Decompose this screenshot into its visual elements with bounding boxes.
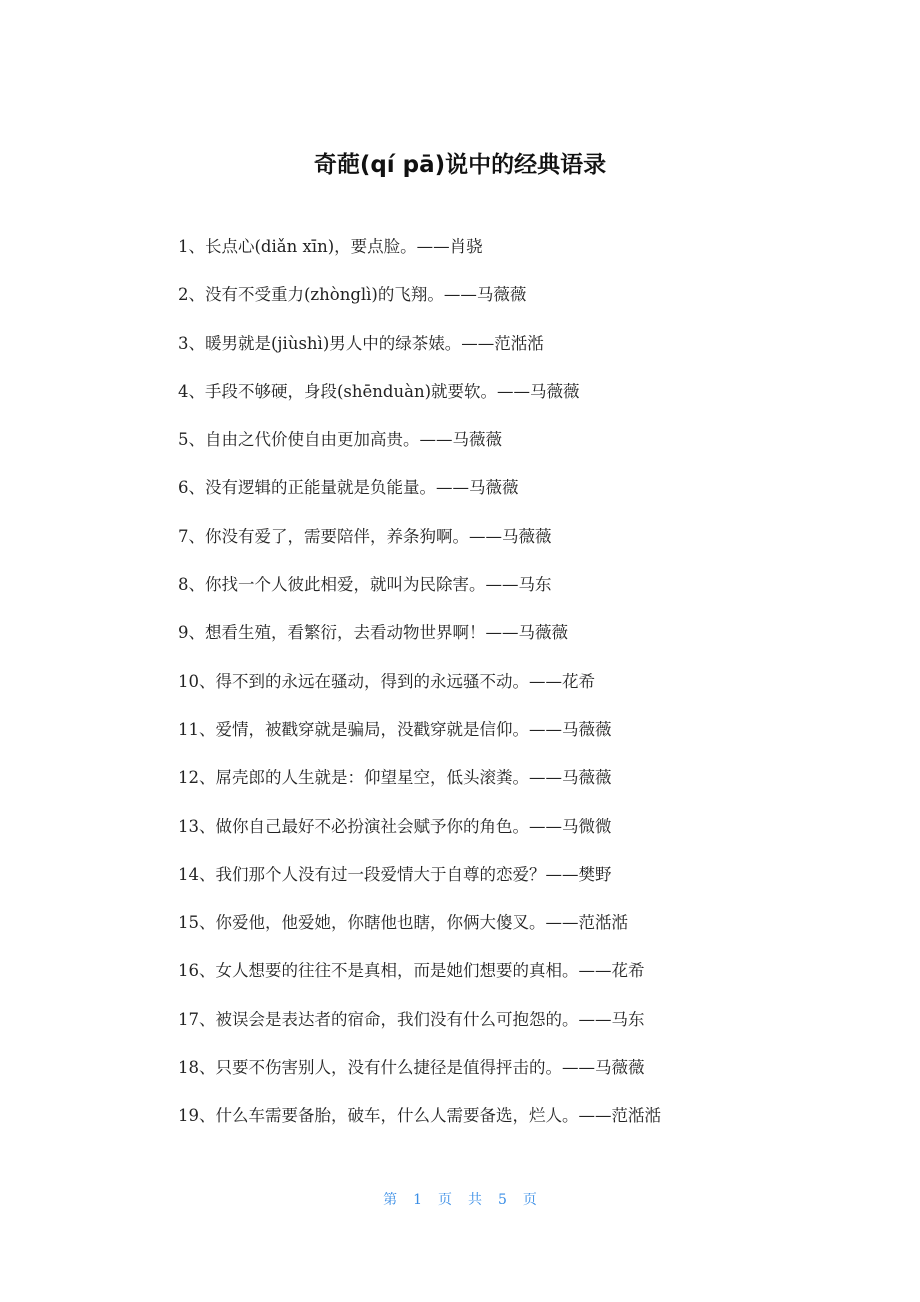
quote-item: 17、被误会是表达者的宿命，我们没有什么可抱怨的。——马东 [178, 1009, 645, 1029]
quote-item: 15、你爱他，他爱她，你瞎他也瞎，你俩大傻叉。——范湉湉 [178, 913, 628, 933]
quote-item: 7、你没有爱了，需要陪伴，养条狗啊。——马薇薇 [178, 526, 552, 546]
page-label: 第 [383, 1192, 398, 1208]
quote-item: 13、做你自己最好不必扮演社会赋予你的角色。——马微微 [178, 816, 612, 836]
quote-item: 18、只要不伤害别人，没有什么捷径是值得抨击的。——马薇薇 [178, 1058, 645, 1078]
page-label: 页 [522, 1192, 537, 1208]
current-page: 1 [413, 1192, 422, 1208]
quote-item: 2、没有不受重力(zhònglì)的飞翔。——马薇薇 [178, 285, 527, 305]
quote-list [178, 236, 661, 1154]
total-pages: 5 [498, 1192, 507, 1208]
quote-item: 3、暖男就是(jiùshì)男人中的绿茶婊。——范湉湉 [178, 333, 544, 353]
quote-item: 8、你找一个人彼此相爱，就叫为民除害。——马东 [178, 575, 552, 595]
quote-item: 10、得不到的永远在骚动，得到的永远骚不动。——花希 [178, 671, 595, 691]
quote-item: 16、女人想要的往往不是真相，而是她们想要的真相。——花希 [178, 961, 645, 981]
quote-item: 19、什么车需要备胎，破车，什么人需要备选，烂人。——范湉湉 [178, 1106, 661, 1126]
quote-item: 14、我们那个人没有过一段爱情大于自尊的恋爱？——樊野 [178, 864, 612, 884]
quote-item: 11、爱情，被戳穿就是骗局，没戳穿就是信仰。——马薇薇 [178, 719, 612, 739]
quote-item: 5、自由之代价使自由更加高贵。——马薇薇 [178, 430, 502, 450]
quote-item: 12、屌壳郎的人生就是：仰望星空，低头滚粪。——马薇薇 [178, 768, 612, 788]
total-label: 共 [468, 1192, 482, 1208]
page-footer [0, 1189, 920, 1209]
quote-item: 1、长点心(diǎn xīn)，要点脸。——肖骁 [178, 237, 483, 256]
page-label: 页 [438, 1192, 452, 1208]
document-title: 奇葩(qí pā)说中的经典语录 [313, 152, 607, 178]
quote-item: 6、没有逻辑的正能量就是负能量。——马薇薇 [178, 478, 519, 498]
quote-item: 4、手段不够硬，身段(shēnduàn)就要软。——马薇薇 [178, 381, 580, 401]
quote-item: 9、想看生殖，看繁衍，去看动物世界啊！——马薇薇 [178, 623, 568, 643]
